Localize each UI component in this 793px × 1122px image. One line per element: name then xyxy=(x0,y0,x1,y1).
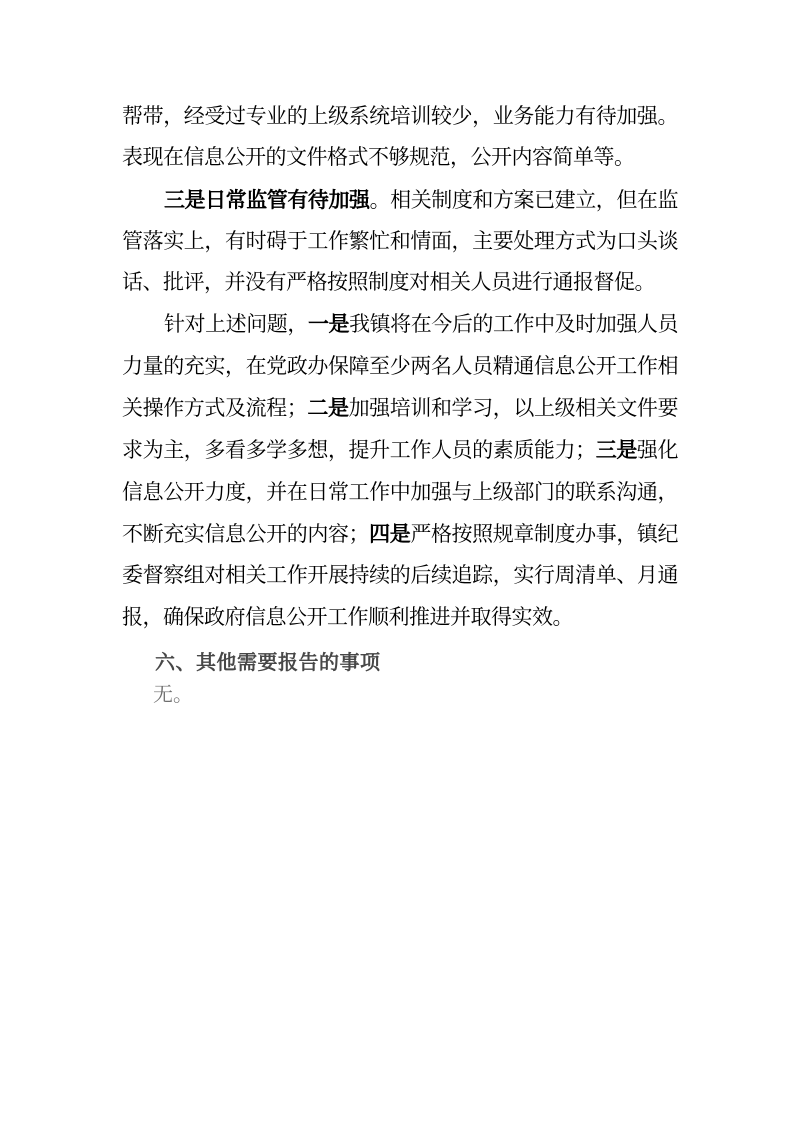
text-run: 加强培训和学习，以上级相关文件要求为主，多看多学多想，提升工作人员的素质能力； xyxy=(122,396,679,463)
bold-text-run: 三是 xyxy=(595,437,637,463)
text-run: 强化信息公开力度，并在日常工作中加强与上级部门的联系沟通，不断充实信息公开的内容； xyxy=(122,438,679,546)
bold-text-run: 四是 xyxy=(369,520,411,546)
text-run: 。相关制度和方案已建立，但在监管落实上，有时碍于工作繁忙和情面，主要处理方式为口头谈话、批评，并没有严格按照制度对相关人员进行通报督促。 xyxy=(122,187,678,295)
paragraph-measures xyxy=(122,303,678,637)
bold-text-run: 六、其他需要报告的事项 xyxy=(155,649,381,674)
bold-text-run: 三是日常监管有待加强 xyxy=(164,186,370,212)
document-body xyxy=(122,96,678,710)
bold-text-run: 二是 xyxy=(307,395,349,421)
paragraph-none xyxy=(122,678,678,710)
text-run: 严格按照规章制度办事，镇纪委督察组对相关工作开展持续的后续追踪，实行周清单、月通报，确保政府信息公开工作顺利推进并取得实效。 xyxy=(122,521,679,629)
paragraph-continuation xyxy=(122,96,678,179)
text-run: 无。 xyxy=(153,681,193,706)
text-run: 我镇将在今后的工作中及时加强人员力量的充实，在党政办保障至少两名人员精通信息公开工作相关操作方式及流程； xyxy=(122,312,678,421)
text-run: 针对上述问题， xyxy=(164,312,308,337)
section-heading-other-items xyxy=(122,646,678,678)
paragraph-supervision xyxy=(122,179,678,304)
text-run: 帮带，经受过专业的上级系统培训较少，业务能力有待加强。表现在信息公开的文件格式不够规范，公开内容简单等。 xyxy=(122,104,678,170)
bold-text-run: 一是 xyxy=(307,311,350,337)
